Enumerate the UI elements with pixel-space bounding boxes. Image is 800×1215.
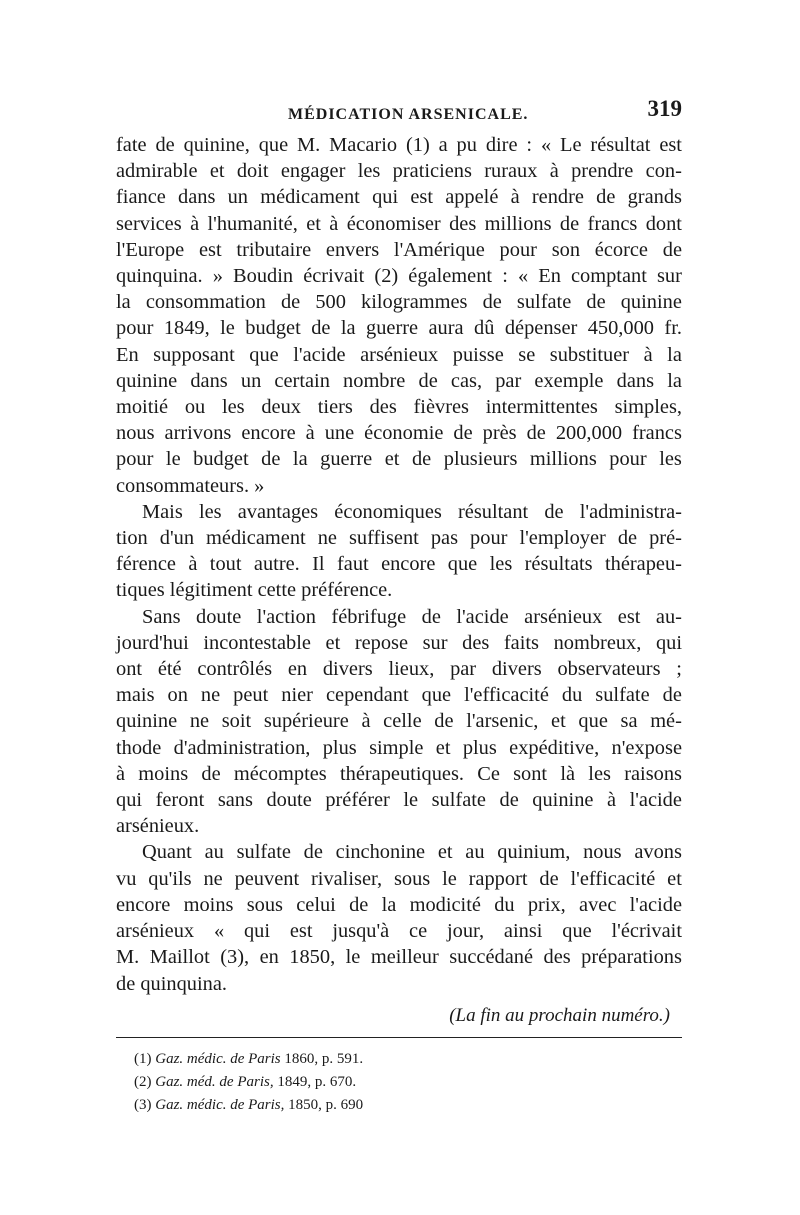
paragraph-2 — [116, 499, 682, 604]
text-line: jourd'hui incontestable et repose sur des faits nombreux, qui — [116, 631, 682, 654]
footnote-marker: (2) — [134, 1073, 152, 1090]
text-line: vu qu'ils ne peuvent rivaliser, sous le rapport de l'efficacité et — [116, 867, 682, 890]
text-line: services à l'humanité, et à économiser des millions de francs dont — [116, 212, 682, 235]
text-line: En supposant que l'acide arsénieux puisse se substituer à la — [116, 343, 682, 366]
footnote-details: 1850, p. 690 — [288, 1096, 364, 1113]
text-line: quinine dans un certain nombre de cas, par exemple dans la — [116, 369, 682, 392]
text-line: férence à tout autre. Il faut encore que les résultats thérapeu- — [116, 553, 682, 576]
text-line: quinquina. » Boudin écrivait (2) également : « En comptant sur — [116, 265, 682, 288]
footnote-3 — [134, 1094, 682, 1117]
text-line: admirable et doit engager les praticiens ruraux à prendre con- — [116, 160, 682, 183]
text-line: l'Europe est tributaire envers l'Amérique pour son écorce de — [116, 238, 682, 261]
text-line: M. Maillot (3), en 1850, le meilleur succédané des préparations — [116, 946, 682, 969]
footnote-details: 1849, p. 670. — [277, 1073, 357, 1090]
text-line: consommateurs. » — [116, 474, 265, 497]
footnote-source: Gaz. médic. de Paris, — [155, 1096, 285, 1113]
text-line: nous arrivons encore à une économie de près de 200,000 francs — [116, 422, 682, 445]
paragraph-4 — [116, 839, 682, 996]
paragraph-1 — [116, 132, 682, 499]
text-line: fate de quinine, que M. Macario (1) a pu dire : « Le résultat est — [116, 134, 682, 156]
footnote-2 — [134, 1071, 682, 1094]
running-title: MÉDICATION ARSENICALE. — [288, 106, 529, 123]
text-line: mais on ne peut nier cependant que l'efficacité du sulfate de — [116, 684, 682, 707]
text-line: à moins de mécomptes thérapeutiques. Ce sont là les raisons — [116, 762, 682, 785]
footnote-source: Gaz. méd. de Paris, — [155, 1073, 274, 1090]
text-line: encore moins sous celui de la modicité du prix, avec l'acide — [116, 893, 682, 916]
text-line: de quinquina. — [116, 972, 227, 995]
footnote-marker: (3) — [134, 1096, 152, 1113]
text-line: Mais les avantages économiques résultant de l'administra- — [142, 500, 682, 523]
page-header — [116, 96, 682, 132]
text-line: tion d'un médicament ne suffisent pas pour l'employer de pré- — [116, 527, 682, 550]
footnote-source: Gaz. médic. de Paris — [155, 1050, 281, 1067]
text-line: Quant au sulfate de cinchonine et au quinium, nous avons — [142, 841, 682, 864]
footnote-marker: (1) — [134, 1050, 152, 1067]
footnote-divider — [116, 1037, 682, 1038]
footnotes — [116, 1048, 682, 1117]
text-line: la consommation de 500 kilogrammes de sulfate de quinine — [116, 291, 682, 314]
closing-note: (La fin au prochain numéro.) — [449, 1004, 670, 1026]
footnote-details: 1860, p. 591. — [284, 1050, 364, 1067]
text-line: pour 1849, le budget de la guerre aura dû dépenser 450,000 fr. — [116, 317, 682, 340]
footnote-1 — [134, 1048, 682, 1071]
page-number: 319 — [647, 96, 682, 121]
body-text — [116, 132, 682, 997]
text-line: pour le budget de la guerre et de plusieurs millions pour les — [116, 448, 682, 471]
text-line: thode d'administration, plus simple et plus expéditive, n'expose — [116, 736, 682, 759]
text-line: tiques légitiment cette préférence. — [116, 579, 393, 602]
paragraph-3 — [116, 604, 682, 840]
text-line: qui feront sans doute préférer le sulfate de quinine à l'acide — [116, 789, 682, 812]
text-line: fiance dans un médicament qui est appelé à rendre de grands — [116, 186, 682, 209]
text-line: ont été contrôlés en divers lieux, par divers observateurs ; — [116, 658, 682, 681]
text-line: Sans doute l'action fébrifuge de l'acide arsénieux est au- — [142, 605, 682, 628]
text-line: arsénieux. — [116, 815, 200, 838]
text-line: arsénieux « qui est jusqu'à ce jour, ainsi que l'écrivait — [116, 920, 682, 943]
book-page — [116, 96, 682, 1117]
text-line: moitié ou les deux tiers des fièvres intermittentes simples, — [116, 396, 682, 419]
text-line: quinine ne soit supérieure à celle de l'arsenic, et que sa mé- — [116, 710, 682, 733]
